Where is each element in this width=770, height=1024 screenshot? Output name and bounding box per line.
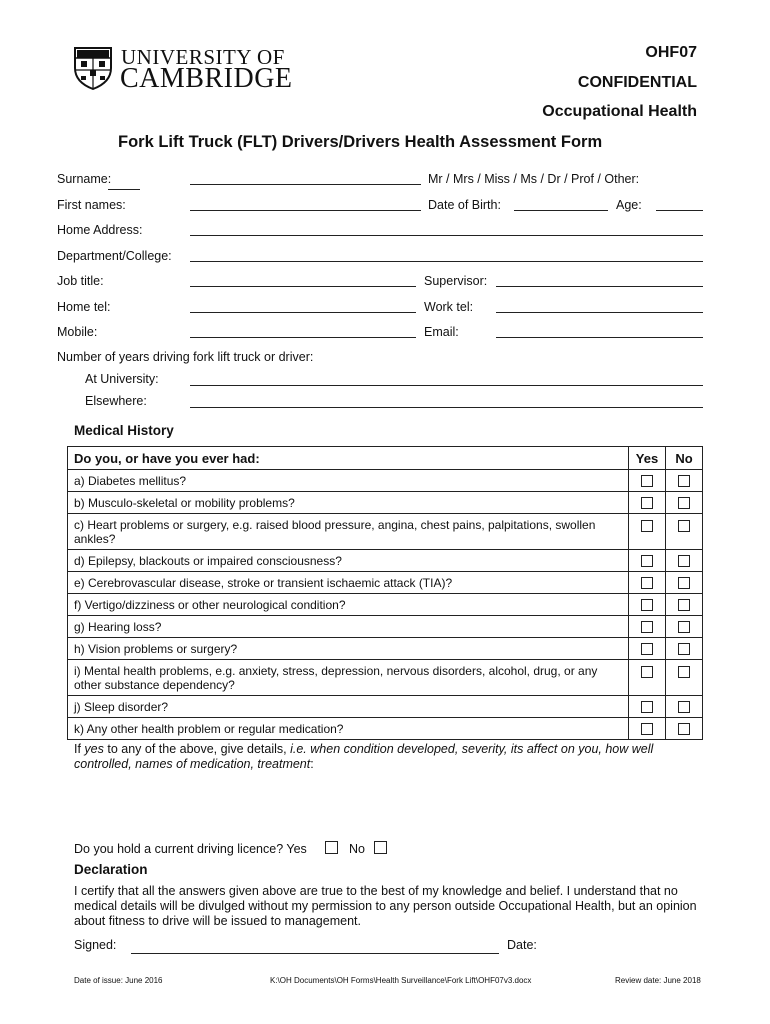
yes-checkbox[interactable]	[641, 555, 653, 567]
table-row	[68, 718, 703, 740]
licence-yes-checkbox[interactable]	[325, 841, 338, 854]
medical-history-table	[67, 446, 703, 740]
email-label: Email:	[424, 325, 459, 339]
yes-checkbox[interactable]	[641, 666, 653, 678]
home-tel-field[interactable]	[190, 312, 416, 313]
title-options: Mr / Mrs / Miss / Ms / Dr / Prof / Other:	[428, 172, 640, 186]
yes-cell	[629, 550, 666, 572]
no-cell	[666, 638, 703, 660]
date-label: Date:	[507, 938, 537, 952]
no-checkbox[interactable]	[678, 577, 690, 589]
no-checkbox[interactable]	[678, 701, 690, 713]
home-address-label: Home Address:	[57, 223, 143, 237]
work-tel-label: Work tel:	[424, 300, 474, 314]
supervisor-field[interactable]	[496, 286, 703, 287]
no-checkbox[interactable]	[678, 621, 690, 633]
details-prefix: If	[74, 742, 85, 756]
table-row	[68, 470, 703, 492]
declaration-heading: Declaration	[74, 862, 148, 877]
table-row	[68, 594, 703, 616]
condition-question: e) Cerebrovascular disease, stroke or transient ischaemic attack (TIA)?	[68, 572, 629, 594]
licence-no-checkbox[interactable]	[374, 841, 387, 854]
yes-cell	[629, 718, 666, 740]
university-crest-icon	[73, 46, 113, 90]
no-cell	[666, 572, 703, 594]
no-cell	[666, 492, 703, 514]
licence-no-label: No	[349, 842, 365, 856]
details-middle: to any of the above, give details,	[103, 742, 291, 756]
condition-question: d) Epilepsy, blackouts or impaired consciousness?	[68, 550, 629, 572]
signed-label: Signed:	[74, 938, 117, 952]
no-cell	[666, 616, 703, 638]
footer-file-path: K:\OH Documents\OH Forms\Health Surveillance\Fork Lift\OHF07v3.docx	[270, 976, 532, 985]
elsewhere-field[interactable]	[190, 407, 703, 408]
confidential-label: CONFIDENTIAL	[577, 74, 697, 91]
yes-checkbox[interactable]	[641, 621, 653, 633]
table-row	[68, 514, 703, 550]
mobile-field[interactable]	[190, 337, 416, 338]
yes-checkbox[interactable]	[641, 475, 653, 487]
logo-cambridge: CAMBRIDGE	[120, 63, 293, 94]
yes-cell	[629, 572, 666, 594]
table-row	[68, 638, 703, 660]
surname-label: Surname:	[57, 172, 112, 186]
yes-cell	[629, 470, 666, 492]
yes-cell	[629, 594, 666, 616]
details-suffix: :	[310, 757, 314, 771]
condition-question: c) Heart problems or surgery, e.g. raised blood pressure, angina, chest pains, palpitations, swollen ankles?	[68, 514, 629, 550]
details-italic-text: i.e. when condition developed, severity, its affect on you, how well controlled, names of medication, treatment	[74, 742, 654, 771]
yes-cell	[629, 492, 666, 514]
no-checkbox[interactable]	[678, 555, 690, 567]
no-checkbox[interactable]	[678, 599, 690, 611]
job-title-field[interactable]	[190, 286, 416, 287]
no-checkbox[interactable]	[678, 475, 690, 487]
table-row	[68, 696, 703, 718]
form-code: OHF07	[645, 44, 697, 61]
table-row	[68, 616, 703, 638]
surname-mark	[108, 189, 140, 190]
no-checkbox[interactable]	[678, 723, 690, 735]
yes-cell	[629, 638, 666, 660]
yes-cell	[629, 514, 666, 550]
age-field[interactable]	[656, 210, 703, 211]
department-heading: Occupational Health	[542, 103, 697, 120]
yes-checkbox[interactable]	[641, 643, 653, 655]
job-title-label: Job title:	[57, 274, 104, 288]
details-note	[74, 742, 714, 772]
yes-checkbox[interactable]	[641, 497, 653, 509]
work-tel-field[interactable]	[496, 312, 703, 313]
no-cell	[666, 696, 703, 718]
no-cell	[666, 718, 703, 740]
condition-question: g) Hearing loss?	[68, 616, 629, 638]
page-title: Fork Lift Truck (FLT) Drivers/Drivers Health Assessment Form	[118, 133, 603, 151]
first-names-label: First names:	[57, 198, 126, 212]
elsewhere-label: Elsewhere:	[85, 394, 147, 408]
footer-review-date: Review date: June 2018	[615, 976, 701, 985]
declaration-text: I certify that all the answers given above are true to the best of my knowledge and belief. I understand that no medical details will be divulged without my permission to any person outside Occupational Health, but an opinion about fitness to drive will be issued to management.	[74, 884, 697, 928]
table-row	[68, 492, 703, 514]
medical-history-heading: Medical History	[74, 423, 174, 438]
yes-cell	[629, 660, 666, 696]
table-row	[68, 572, 703, 594]
logo-university-of: UNIVERSITY OF	[121, 45, 285, 69]
no-cell	[666, 470, 703, 492]
table-row	[68, 550, 703, 572]
condition-question: h) Vision problems or surgery?	[68, 638, 629, 660]
no-checkbox[interactable]	[678, 497, 690, 509]
yes-checkbox[interactable]	[641, 723, 653, 735]
yes-cell	[629, 696, 666, 718]
department-label: Department/College:	[57, 249, 172, 263]
condition-question: b) Musculo-skeletal or mobility problems?	[68, 492, 629, 514]
dob-field[interactable]	[514, 210, 608, 211]
yes-header: Yes	[629, 447, 666, 470]
no-checkbox[interactable]	[678, 643, 690, 655]
department-field[interactable]	[190, 261, 703, 262]
no-cell	[666, 550, 703, 572]
surname-field[interactable]	[190, 184, 421, 185]
no-cell	[666, 594, 703, 616]
years-driving-label: Number of years driving fork lift truck or driver:	[57, 350, 314, 364]
details-yes-word: yes	[84, 742, 104, 756]
signature-field[interactable]	[131, 953, 499, 954]
no-cell	[666, 660, 703, 696]
at-university-label: At University:	[85, 372, 159, 386]
condition-question: a) Diabetes mellitus?	[68, 470, 629, 492]
yes-checkbox[interactable]	[641, 520, 653, 532]
no-checkbox[interactable]	[678, 520, 690, 532]
footer-issue-date: Date of issue: June 2016	[74, 976, 163, 985]
condition-question: k) Any other health problem or regular medication?	[68, 718, 629, 740]
no-header: No	[666, 447, 703, 470]
table-header-row	[68, 447, 703, 470]
first-names-field[interactable]	[190, 210, 421, 211]
licence-question: Do you hold a current driving licence? Yes	[74, 842, 307, 856]
home-address-field[interactable]	[190, 235, 703, 236]
condition-question: i) Mental health problems, e.g. anxiety, stress, depression, nervous disorders, alcohol, drug, or any other substance dependency?	[68, 660, 629, 696]
dob-label: Date of Birth:	[428, 198, 501, 212]
yes-checkbox[interactable]	[641, 701, 653, 713]
condition-question: f) Vertigo/dizziness or other neurological condition?	[68, 594, 629, 616]
no-cell	[666, 514, 703, 550]
no-checkbox[interactable]	[678, 666, 690, 678]
home-tel-label: Home tel:	[57, 300, 111, 314]
yes-checkbox[interactable]	[641, 577, 653, 589]
condition-question: j) Sleep disorder?	[68, 696, 629, 718]
supervisor-label: Supervisor:	[424, 274, 488, 288]
email-field[interactable]	[496, 337, 703, 338]
question-header: Do you, or have you ever had:	[68, 447, 629, 470]
table-row	[68, 660, 703, 696]
yes-cell	[629, 616, 666, 638]
yes-checkbox[interactable]	[641, 599, 653, 611]
age-label: Age:	[616, 198, 642, 212]
mobile-label: Mobile:	[57, 325, 98, 339]
at-university-field[interactable]	[190, 385, 703, 386]
